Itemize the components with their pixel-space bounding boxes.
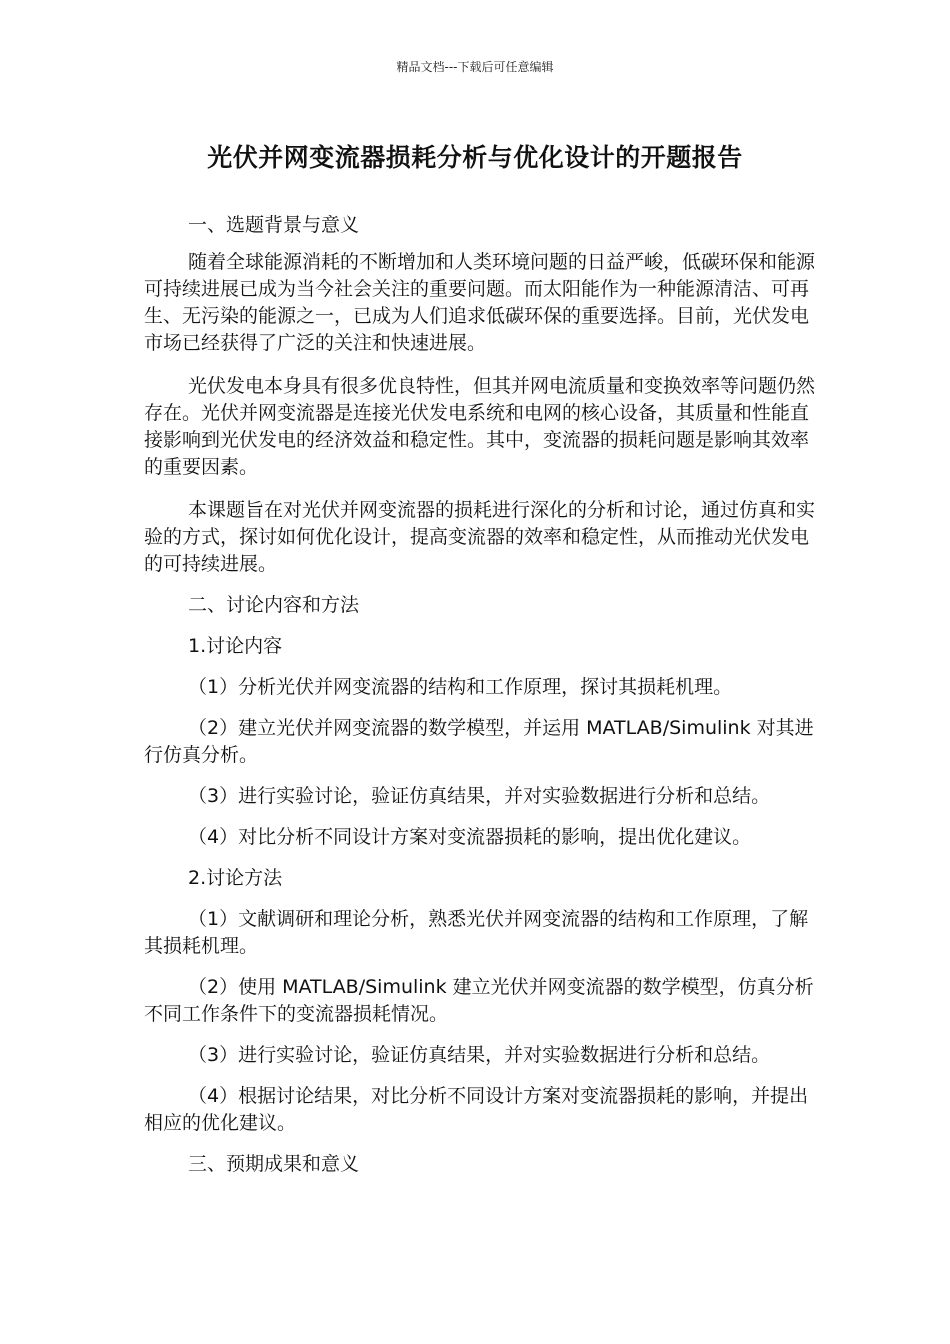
research-content-item-1: （1）分析光伏并网变流器的结构和工作原理，探讨其损耗机理。 [188,676,733,698]
research-content-item-3: （3）进行实验讨论，验证仿真结果，并对实验数据进行分析和总结。 [188,785,771,807]
section1-heading: 一、选题背景与意义 [188,214,360,236]
research-method-item-3: （3）进行实验讨论，验证仿真结果，并对实验数据进行分析和总结。 [188,1044,771,1066]
section1-paragraph-1: 随着全球能源消耗的不断增加和人类环境问题的日益严峻，低碳环保和能源可持续进展已成为当今社会关注的重要问题。而太阳能作为一种能源清洁、可再生、无污染的能源之一，已成为人们追求低碳环保的重要选择。目前，光伏发电市场已经获得了广泛的关注和快速进展。 [144,251,816,354]
section3-heading: 三、预期成果和意义 [188,1153,360,1175]
section1-paragraph-2: 光伏发电本身具有很多优良特性，但其并网电流质量和变换效率等问题仍然存在。光伏并网变流器是连接光伏发电系统和电网的核心设备，其质量和性能直接影响到光伏发电的经济效益和稳定性。其中，变流器的损耗问题是影响其效率的重要因素。 [144,375,816,478]
section1-paragraph-3: 本课题旨在对光伏并网变流器的损耗进行深化的分析和讨论，通过仿真和实验的方式，探讨如何优化设计，提高变流器的效率和稳定性，从而推动光伏发电的可持续进展。 [144,499,816,575]
research-content-item-2: （2）建立光伏并网变流器的数学模型，并运用 MATLAB/Simulink 对其进行仿真分析。 [144,717,814,766]
research-method-heading: 2.讨论方法 [188,867,283,889]
header-note: 精品文档---下载后可任意编辑 [396,60,554,74]
research-method-item-1: （1）文献调研和理论分析，熟悉光伏并网变流器的结构和工作原理，了解其损耗机理。 [144,908,809,957]
section2-heading: 二、讨论内容和方法 [188,594,360,616]
research-method-item-4: （4）根据讨论结果，对比分析不同设计方案对变流器损耗的影响，并提出相应的优化建议。 [144,1085,809,1134]
research-method-item-2: （2）使用 MATLAB/Simulink 建立光伏并网变流器的数学模型，仿真分析不同工作条件下的变流器损耗情况。 [144,976,814,1025]
research-content-item-4: （4）对比分析不同设计方案对变流器损耗的影响，提出优化建议。 [188,826,752,848]
research-content-heading: 1.讨论内容 [188,635,283,657]
document-title: 光伏并网变流器损耗分析与优化设计的开题报告 [207,143,743,172]
document-body [144,212,820,1178]
